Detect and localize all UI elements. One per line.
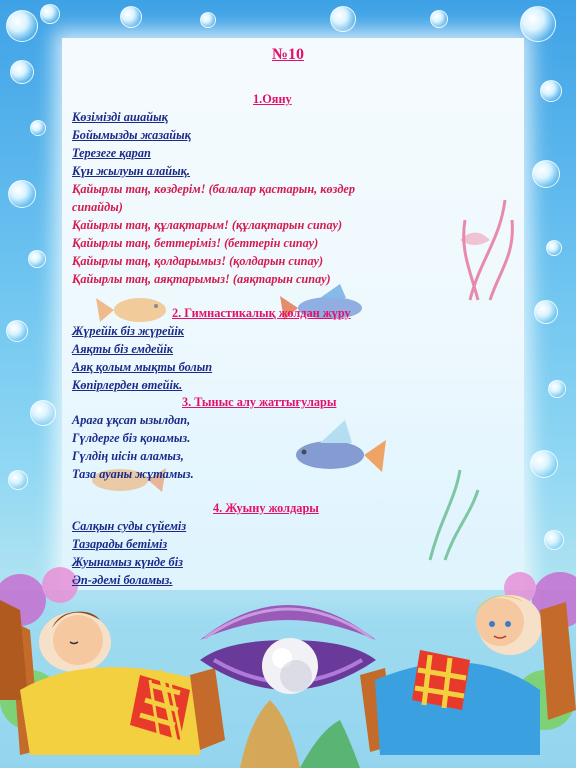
bottom-illustration: [0, 580, 576, 768]
pearl-shell-illustration: [200, 605, 376, 694]
poem-line: Тазарады бетіміз: [72, 537, 168, 551]
poem-line: Қайырлы таң, аяқтарымыз! (аяқтарын сипау): [72, 272, 331, 286]
poem-line: Гүлдерге біз қонамыз.: [72, 431, 191, 445]
sleeping-child-left-illustration: [0, 600, 225, 755]
section-heading: 2. Гимнастикалық жолдан жүру: [172, 306, 351, 320]
poem-line: Араға ұқсап ызылдап,: [72, 413, 191, 427]
poem-line: сипайды): [72, 200, 123, 214]
poem-line: Әп-әдемі боламыз.: [72, 573, 173, 587]
poem-line: Таза ауаны жұтамыз.: [72, 467, 194, 481]
poem-line: Бойымызды жазайық: [72, 128, 191, 142]
poem-line: Аяқты біз емдейік: [72, 342, 173, 356]
fish-illustration: [296, 420, 386, 472]
poem-line: Қайырлы таң, құлақтарым! (құлақтарын сипау): [72, 218, 343, 232]
section-heading: 3. Тыныс алу жаттығулары: [182, 395, 337, 409]
page-title: №10: [271, 46, 305, 63]
poem-line: Қайырлы таң, қолдарымыз! (қолдарын сипау): [72, 254, 324, 268]
section-heading: 1.Ояну: [253, 92, 292, 106]
poem-line: Жуынамыз күнде біз: [72, 555, 183, 569]
poem-line: Қайырлы таң, беттеріміз! (беттерін сипау): [72, 236, 319, 250]
poem-line: Күн жылуын алайық.: [72, 164, 190, 178]
poem-line: Аяқ қолым мықты болып: [72, 360, 213, 374]
poem-line: Қайырлы таң, көздерім! (балалар қастарын, көздер: [72, 182, 356, 196]
poem-line: Жүрейік біз жүрейік: [72, 324, 184, 338]
poem-line: Гүлдің иісін аламыз,: [72, 449, 184, 463]
fish-illustration: [96, 298, 166, 322]
poem-line: Салқын суды сүйеміз: [72, 519, 187, 533]
poem-line: Терезеге қарап: [72, 146, 151, 160]
poem-line: Көзімізді ашайық: [72, 110, 168, 124]
poem-line: Көпірлерден өтейік.: [72, 378, 183, 392]
sleeping-child-right-illustration: [360, 595, 576, 755]
section-heading: 4. Жуыну жолдары: [213, 501, 319, 515]
